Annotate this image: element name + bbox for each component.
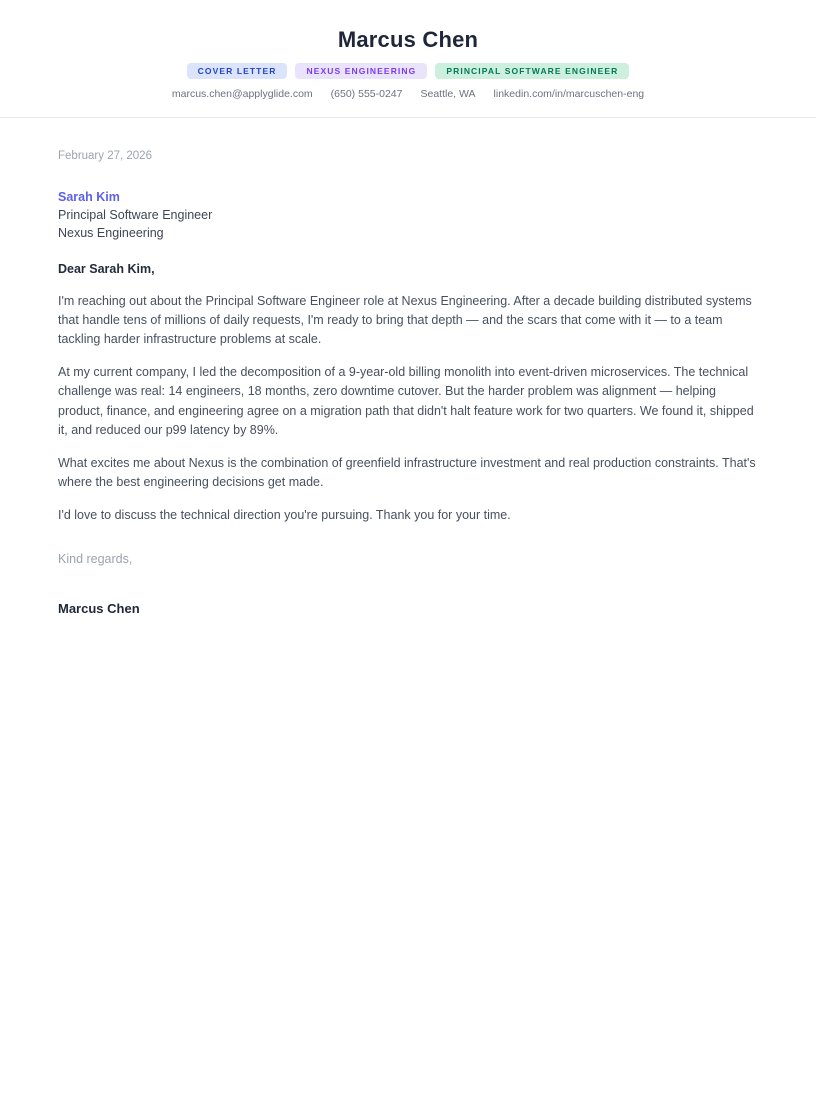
page-title: Marcus Chen [337, 27, 479, 52]
letter-date: February 27, 2026 [58, 149, 152, 162]
closing-line: Kind regards, [58, 551, 133, 566]
paragraph-1: I'm reaching out about the Principal Software Engineer role at Nexus Engineering. After a decade building distributed systems that handle tens of millions of daily requests, I'm ready to bring that depth — and the scars that come with it — to a team tackling harder infrastructure problems at scale. [58, 293, 752, 346]
badge-role: PRINCIPAL SOFTWARE ENGINEER [435, 63, 629, 79]
contact-email: marcus.chen@applyglide.com [171, 87, 313, 100]
contact-location: Seattle, WA [420, 87, 476, 100]
recipient-block [58, 188, 758, 242]
letter-body [58, 118, 758, 617]
letter-header [0, 0, 816, 118]
badge-company: NEXUS ENGINEERING [295, 63, 427, 79]
contact-row [0, 88, 816, 100]
badge-cover-letter: COVER LETTER [187, 63, 288, 79]
contact-linkedin: linkedin.com/in/marcuschen-eng [493, 87, 645, 100]
salutation: Dear Sarah Kim, [58, 261, 155, 276]
signature-name: Marcus Chen [58, 600, 140, 616]
paragraph-4: I'd love to discuss the technical direction you're pursuing. Thank you for your time. [58, 508, 511, 523]
badge-row [0, 63, 816, 79]
recipient-name-link[interactable]: Sarah Kim [58, 189, 120, 204]
paragraph-2: At my current company, I led the decomposition of a 9-year-old billing monolith into event-driven microservices. The technical challenge was real: 14 engineers, 18 months, zero downtime cutover. But the harder problem was alignment — helping product, finance, and engineering agree on a migration path that didn't halt feature work for two quarters. We found it, shipped it, and reduced our p99 latency by 89%. [58, 365, 754, 437]
recipient-company: Nexus Engineering [58, 225, 164, 240]
recipient-title: Principal Software Engineer [58, 207, 213, 222]
contact-phone: (650) 555-0247 [330, 87, 403, 100]
paragraph-3: What excites me about Nexus is the combination of greenfield infrastructure investment and real production constraints. That's where the best engineering decisions get made. [58, 455, 756, 490]
